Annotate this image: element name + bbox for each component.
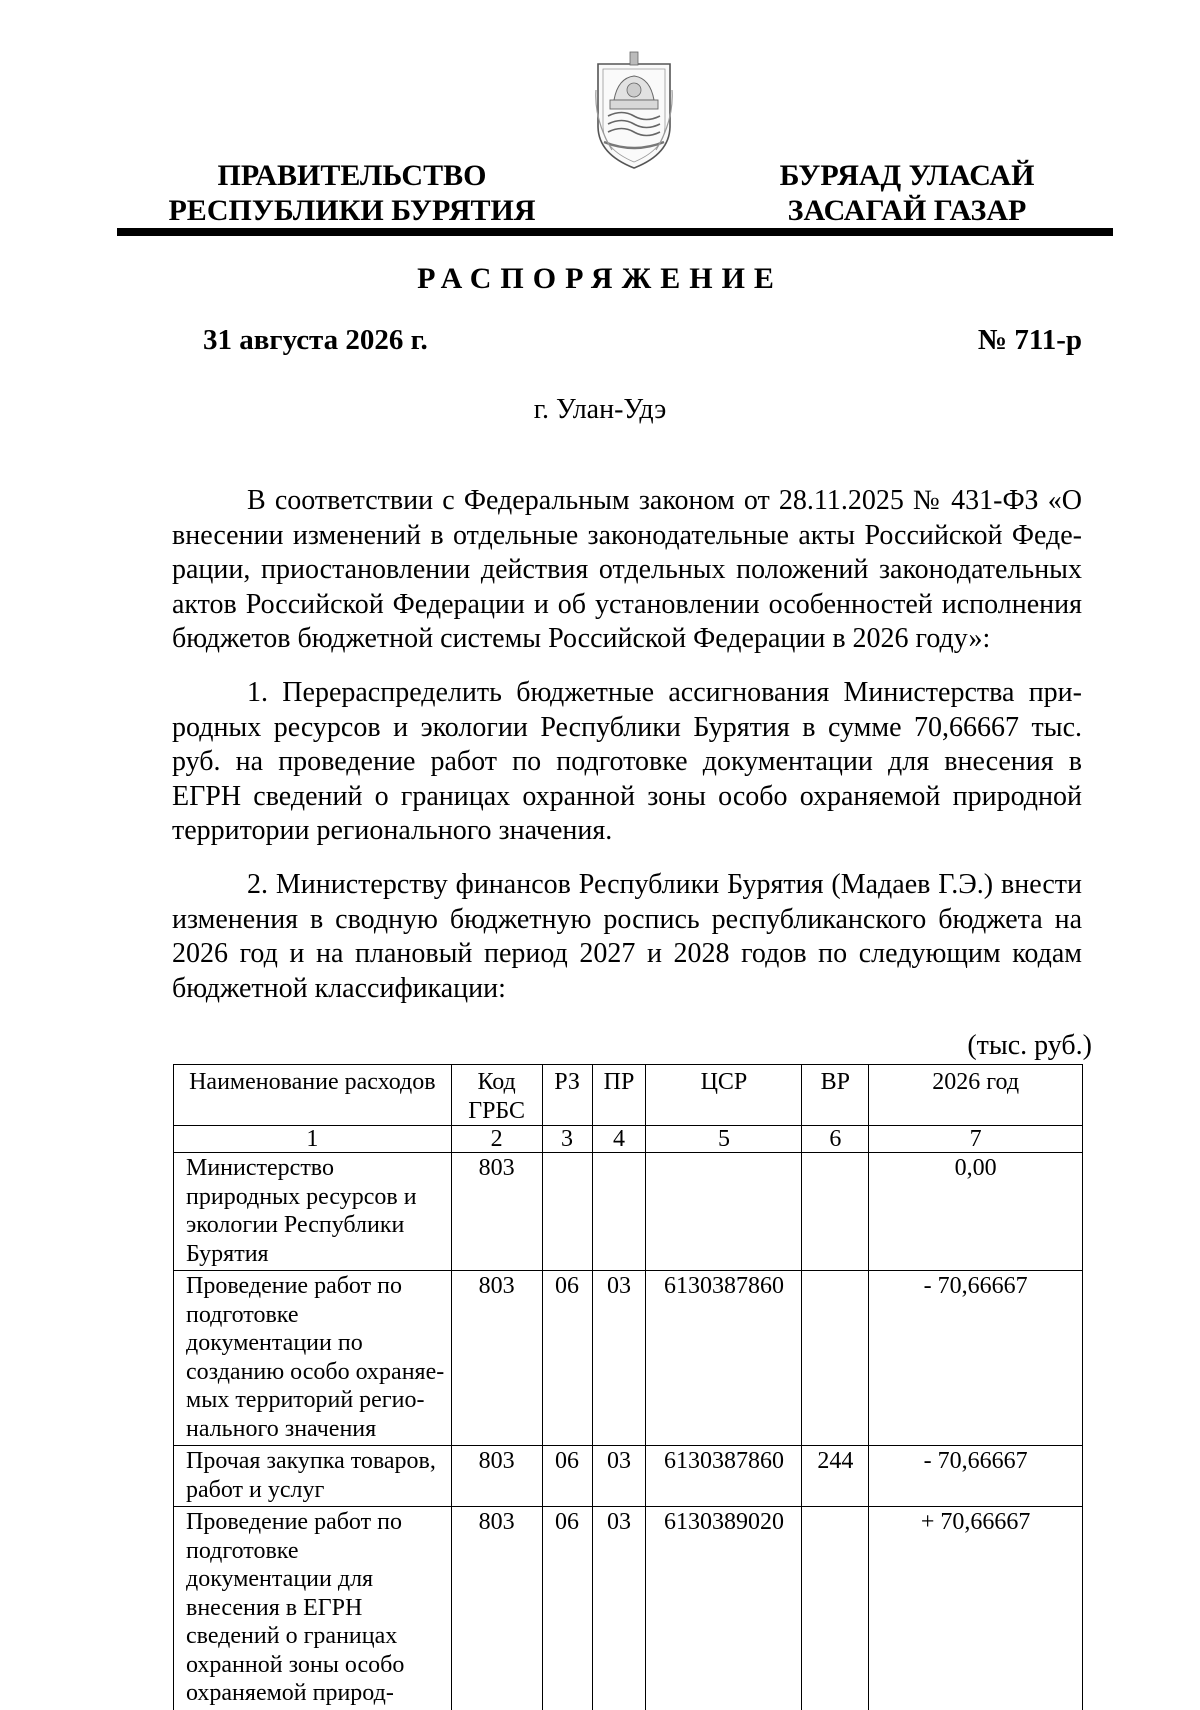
government-name-line-2: РЕСПУБЛИКИ БУРЯТИЯ xyxy=(168,194,536,227)
government-name-buryat-line-2: ЗАСАГАЙ ГАЗАР xyxy=(787,194,1027,227)
expense-name-cell: Проведение работ по подготовке документации для внесения в ЕГРН сведений о границах охранной зоны особо охраняемой природ- xyxy=(174,1507,452,1710)
vr-cell: 244 xyxy=(802,1446,869,1507)
header-vr: ВР xyxy=(802,1065,869,1126)
item-1-paragraph: 1. Перераспределить бюджетные ассигнования Министерства природных ресурсов и экологии Республики Бурятия в сумме 70,66667 тыс. руб. на проведение работ по подготовке документации для внесения в ЕГРН сведений о границах охранной зоны особо охраняемой природной территории регионального значения. xyxy=(172,677,1082,846)
table-column-numbers-row xyxy=(174,1126,1083,1153)
expense-name-cell: Министерство природных ресурсов и экологии Республики Бурятия xyxy=(174,1153,452,1271)
coat-of-arms-emblem-icon xyxy=(592,50,676,172)
header-amount-2026: 2026 год xyxy=(869,1065,1083,1126)
csr-cell: 6130387860 xyxy=(646,1446,802,1507)
amount-cell: 0,00 xyxy=(869,1153,1083,1271)
pr-cell: 03 xyxy=(592,1271,646,1446)
document-date: 31 августа 2026 г. xyxy=(203,324,428,356)
amount-cell: - 70,66667 xyxy=(869,1271,1083,1446)
column-number: 6 xyxy=(802,1126,869,1153)
table-row xyxy=(174,1507,1083,1710)
column-number: 4 xyxy=(592,1126,646,1153)
intro-paragraph: В соответствии с Федеральным законом от 28.11.2025 № 431-ФЗ «О внесении изменений в отдельные законодательные акты Российской Федерации, приостановлении действия отдельных положений законодательных актов Российской Федерации и об установлении особенностей исполнения бюджетов бюджетной системы Российской Федерации в 2026 году»: xyxy=(172,485,1082,654)
header-expense-name: Наименование расходов xyxy=(174,1065,452,1126)
table-header-row xyxy=(174,1065,1083,1126)
pr-cell: 03 xyxy=(592,1507,646,1710)
header-pr: ПР xyxy=(592,1065,646,1126)
document-city: г. Улан-Удэ xyxy=(533,394,667,425)
header-csr: ЦСР xyxy=(646,1065,802,1126)
rz-cell: 06 xyxy=(542,1446,592,1507)
amount-cell: + 70,66667 xyxy=(869,1507,1083,1710)
vr-cell xyxy=(802,1153,869,1271)
expense-name-cell: Проведение работ по подготовке документации по созданию особо охраняемых территорий регионального значения xyxy=(174,1271,452,1446)
rz-cell: 06 xyxy=(542,1507,592,1710)
header-grbs-code: Код ГРБС xyxy=(451,1065,542,1126)
document-number: № 711-р xyxy=(977,324,1082,356)
table-row xyxy=(174,1446,1083,1507)
rz-cell xyxy=(542,1153,592,1271)
budget-table xyxy=(173,1064,1083,1710)
item-2-paragraph: 2. Министерству финансов Республики Бурятия (Мадаев Г.Э.) внести изменения в сводную бюджетную роспись республиканского бюджета на 2026 год и на плановый период 2027 и 2028 годов по следующим кодам бюджетной классификации: xyxy=(172,869,1082,1004)
csr-cell: 6130387860 xyxy=(646,1271,802,1446)
government-name-buryat xyxy=(762,158,1052,228)
csr-cell: 6130389020 xyxy=(646,1507,802,1710)
column-number: 2 xyxy=(451,1126,542,1153)
table-unit-label: (тыс. руб.) xyxy=(967,1030,1092,1061)
header-divider xyxy=(117,228,1113,236)
column-number: 3 xyxy=(542,1126,592,1153)
amount-cell: - 70,66667 xyxy=(869,1446,1083,1507)
column-number: 7 xyxy=(869,1126,1083,1153)
government-name-russian xyxy=(168,158,536,228)
column-number: 1 xyxy=(174,1126,452,1153)
header-rz: РЗ xyxy=(542,1065,592,1126)
grbs-cell: 803 xyxy=(451,1446,542,1507)
expense-name-cell: Прочая закупка товаров, работ и услуг xyxy=(174,1446,452,1507)
grbs-cell: 803 xyxy=(451,1153,542,1271)
table-row xyxy=(174,1153,1083,1271)
pr-cell xyxy=(592,1153,646,1271)
table-row xyxy=(174,1271,1083,1446)
vr-cell xyxy=(802,1507,869,1710)
vr-cell xyxy=(802,1271,869,1446)
pr-cell: 03 xyxy=(592,1446,646,1507)
csr-cell xyxy=(646,1153,802,1271)
document-type-title: РАСПОРЯЖЕНИЕ xyxy=(417,262,783,295)
column-number: 5 xyxy=(646,1126,802,1153)
government-name-line-1: ПРАВИТЕЛЬСТВО xyxy=(217,159,487,192)
grbs-cell: 803 xyxy=(451,1271,542,1446)
grbs-cell: 803 xyxy=(451,1507,542,1710)
rz-cell: 06 xyxy=(542,1271,592,1446)
government-name-buryat-line-1: БУРЯАД УЛАСАЙ xyxy=(779,159,1035,192)
